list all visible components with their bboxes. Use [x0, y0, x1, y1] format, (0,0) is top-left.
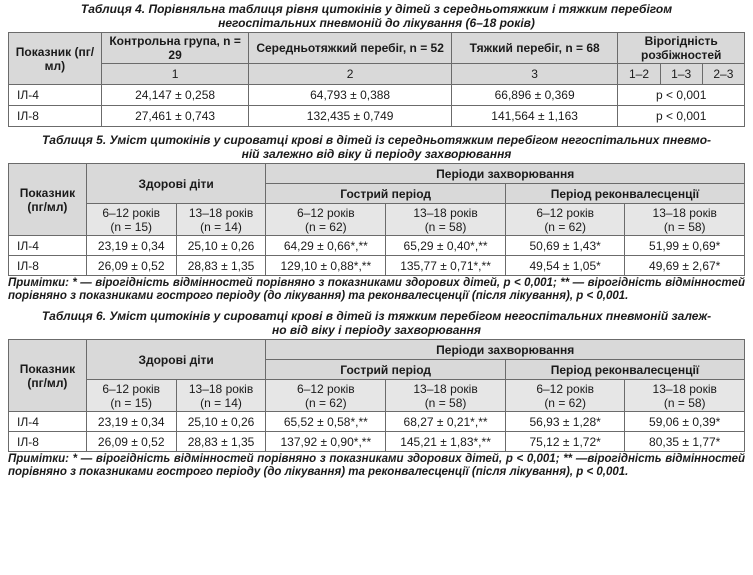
- table-cell: 129,10 ± 0,88*,**: [266, 256, 386, 276]
- table4-header-significance: Вірогідність розбіжностей: [618, 33, 745, 64]
- table4-header-moderate: Середньотяжкий перебіг, n = 52: [249, 33, 451, 64]
- table-cell: 65,52 ± 0,58*,**: [266, 412, 386, 432]
- table5-note: Примітки: * — вірогідність відмінностей порівняно з показниками здорових дітей, p < 0,001; ** — вірогідність відмінностей порівняно з показниками гострого періоду (до лікування) та реконвалесценції (після лікування), p < 0,001.: [8, 277, 745, 302]
- table5-subheader: [505, 204, 625, 236]
- table5-header-indicator: Показник (пг/мл): [9, 164, 87, 236]
- table-cell: 145,21 ± 1,83*,**: [386, 432, 506, 452]
- table6-caption-line1: Таблиця 6. Уміст цитокінів у сироватці крові в дітей із тяжким перебігом негоспітальних пневмоній залеж-: [41, 309, 712, 323]
- table-cell: p < 0,001: [618, 106, 745, 127]
- subheader-n: (n = 15): [110, 395, 153, 410]
- subheader-n: (n = 62): [304, 219, 347, 234]
- table4-comparison-1-3: 1–3: [660, 64, 702, 85]
- table5-subheader: [176, 204, 266, 236]
- table6-header-acute: Гострий період: [266, 360, 505, 380]
- subheader-age: 13–18 років: [652, 205, 717, 220]
- subheader-n: (n = 58): [663, 219, 706, 234]
- table5-subheader: [625, 204, 745, 236]
- table-cell: 66,896 ± 0,369: [451, 85, 618, 106]
- table-cell: 25,10 ± 0,26: [176, 412, 266, 432]
- table-cell: 49,69 ± 2,67*: [625, 256, 745, 276]
- table6: [8, 339, 745, 452]
- table-cell: 80,35 ± 1,77*: [625, 432, 745, 452]
- table4-comparison-1-2: 1–2: [618, 64, 660, 85]
- subheader-n: (n = 58): [424, 395, 467, 410]
- table6-subheader: [176, 380, 266, 412]
- row-label: ІЛ-4: [9, 412, 87, 432]
- table-row: [9, 432, 745, 452]
- table5-caption: [8, 133, 745, 161]
- table4-number-1: 1: [101, 64, 249, 85]
- table4: [8, 32, 745, 127]
- subheader-n: (n = 62): [304, 395, 347, 410]
- table6-header-periods: Періоди захворювання: [266, 340, 745, 360]
- subheader-age: 6–12 років: [296, 381, 355, 396]
- table-cell: 68,27 ± 0,21*,**: [386, 412, 506, 432]
- row-label: ІЛ-8: [9, 106, 102, 127]
- table-row: [9, 85, 745, 106]
- table4-header-indicator: Показник (пг/мл): [9, 33, 102, 85]
- table6-subheader: [505, 380, 625, 412]
- table-cell: 132,435 ± 0,749: [249, 106, 451, 127]
- table5-header-acute: Гострий період: [266, 184, 505, 204]
- table4-header-severe: Тяжкий перебіг, n = 68: [451, 33, 618, 64]
- subheader-age: 13–18 років: [413, 205, 478, 220]
- table-cell: 64,793 ± 0,388: [249, 85, 451, 106]
- table4-caption: [8, 2, 745, 30]
- table5-header-recovery: Період реконвалесценції: [505, 184, 744, 204]
- table6-header-indicator: Показник (пг/мл): [9, 340, 87, 412]
- table5-caption-line2: ній залежно від віку й періоду захворювання: [241, 147, 512, 161]
- table6-subheader: [86, 380, 176, 412]
- row-label: ІЛ-4: [9, 85, 102, 106]
- table-cell: 59,06 ± 0,39*: [625, 412, 745, 432]
- table-cell: 49,54 ± 1,05*: [505, 256, 625, 276]
- subheader-age: 6–12 років: [102, 381, 161, 396]
- table4-caption-line1: Таблиця 4. Порівняльна таблиця рівня цитокінів у дітей з середньотяжким і тяжким перебігом: [80, 2, 673, 16]
- table5-header-periods: Періоди захворювання: [266, 164, 745, 184]
- table5-subheader: [266, 204, 386, 236]
- table-cell: 51,99 ± 0,69*: [625, 236, 745, 256]
- table-cell: 56,93 ± 1,28*: [505, 412, 625, 432]
- table-cell: 25,10 ± 0,26: [176, 236, 266, 256]
- table-cell: 26,09 ± 0,52: [86, 256, 176, 276]
- table-cell: 23,19 ± 0,34: [86, 412, 176, 432]
- table5-header-healthy: Здорові діти: [86, 164, 266, 204]
- table4-header-control: Контрольна група, n = 29: [101, 33, 249, 64]
- table6-header-healthy: Здорові діти: [86, 340, 266, 380]
- subheader-age: 6–12 років: [536, 205, 594, 220]
- table4-number-2: 2: [249, 64, 451, 85]
- subheader-n: (n = 15): [110, 219, 153, 234]
- table6-caption-line2: но від віку і періоду захворювання: [272, 323, 481, 337]
- table5-subheader: [386, 204, 506, 236]
- subheader-age: 6–12 років: [102, 205, 161, 220]
- table-cell: 135,77 ± 0,71*,**: [386, 256, 506, 276]
- table4-comparison-2-3: 2–3: [702, 64, 744, 85]
- table-cell: 23,19 ± 0,34: [86, 236, 176, 256]
- subheader-age: 6–12 років: [296, 205, 355, 220]
- subheader-n: (n = 58): [424, 219, 467, 234]
- table-cell: p < 0,001: [618, 85, 745, 106]
- table-row: [9, 256, 745, 276]
- row-label: ІЛ-8: [9, 432, 87, 452]
- subheader-n: (n = 62): [544, 219, 587, 234]
- subheader-n: (n = 58): [663, 395, 706, 410]
- table-cell: 65,29 ± 0,40*,**: [386, 236, 506, 256]
- table4-caption-line2: негоспітальних пневмоній до лікування (6–18 років): [218, 16, 535, 30]
- table5-caption-line1: Таблиця 5. Уміст цитокінів у сироватці крові в дітей із середньотяжким перебігом негоспітальних пневмо-: [41, 133, 712, 147]
- table6-subheader: [266, 380, 386, 412]
- table-cell: 28,83 ± 1,35: [176, 256, 266, 276]
- table-cell: 26,09 ± 0,52: [86, 432, 176, 452]
- subheader-age: 13–18 років: [413, 381, 478, 396]
- subheader-n: (n = 14): [200, 395, 242, 410]
- row-label: ІЛ-4: [9, 236, 87, 256]
- table6-subheader: [625, 380, 745, 412]
- row-label: ІЛ-8: [9, 256, 87, 276]
- subheader-age: 6–12 років: [536, 381, 594, 396]
- table-row: [9, 412, 745, 432]
- subheader-age: 13–18 років: [188, 381, 254, 396]
- table-cell: 28,83 ± 1,35: [176, 432, 266, 452]
- table4-number-3: 3: [451, 64, 618, 85]
- subheader-n: (n = 62): [544, 395, 587, 410]
- table5: [8, 163, 745, 276]
- table5-subheader: [86, 204, 176, 236]
- subheader-age: 13–18 років: [188, 205, 254, 220]
- table6-subheader: [386, 380, 506, 412]
- table-cell: 141,564 ± 1,163: [451, 106, 618, 127]
- table-row: [9, 236, 745, 256]
- table-cell: 64,29 ± 0,66*,**: [266, 236, 386, 256]
- subheader-age: 13–18 років: [652, 381, 717, 396]
- table-row: [9, 106, 745, 127]
- table-cell: 50,69 ± 1,43*: [505, 236, 625, 256]
- subheader-n: (n = 14): [200, 219, 242, 234]
- table6-caption: [8, 309, 745, 337]
- table-cell: 137,92 ± 0,90*,**: [266, 432, 386, 452]
- table-cell: 24,147 ± 0,258: [101, 85, 249, 106]
- table-cell: 27,461 ± 0,743: [101, 106, 249, 127]
- table6-header-recovery: Період реконвалесценції: [505, 360, 744, 380]
- table6-note: Примітки: * — вірогідність відмінностей порівняно з показниками здорових дітей, p < 0,001; ** —вірогідність відмінностей порівняно з показниками гострого періоду (до лікування) та реконвалесценції (після лікування), p < 0,001.: [8, 453, 745, 478]
- table-cell: 75,12 ± 1,72*: [505, 432, 625, 452]
